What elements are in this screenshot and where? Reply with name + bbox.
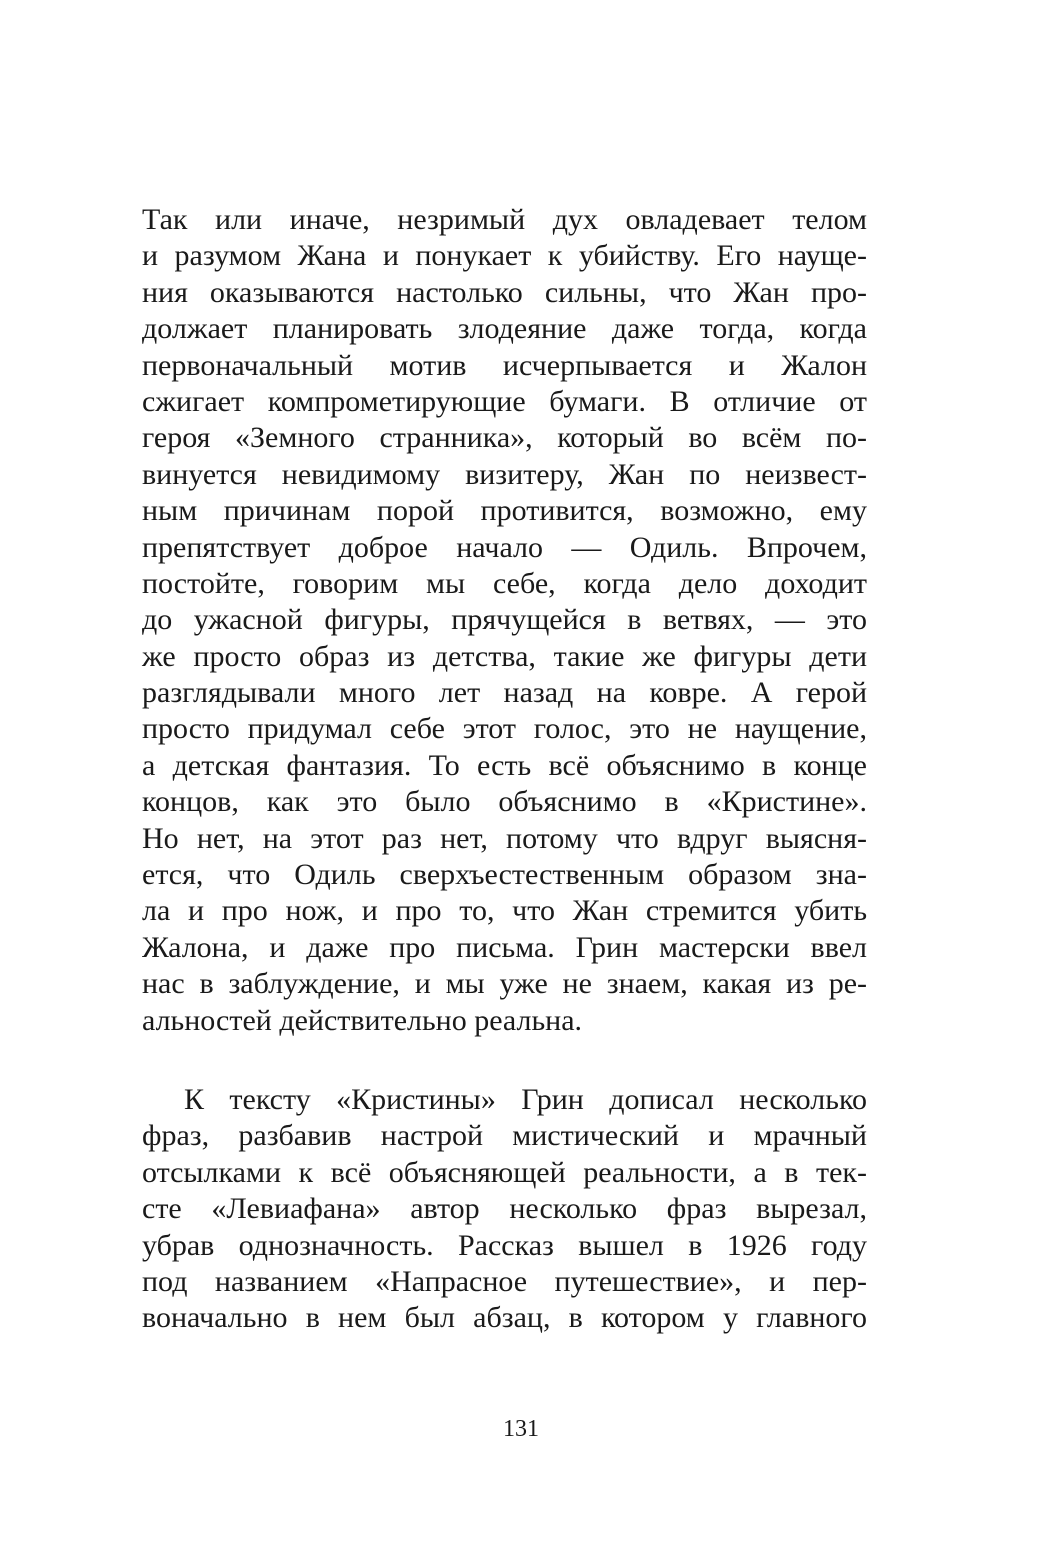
- text-line: альностей действительно реальна.: [142, 1003, 583, 1037]
- text-line: Так или иначе, незримый дух овладевает телом: [142, 203, 867, 236]
- text-line: до ужасной фигуры, прячущейся в ветвях, — это: [142, 603, 867, 637]
- text-line: и разумом Жана и понукает к убийству. Его наущe-: [142, 239, 867, 273]
- text-line: ным причинам порой противится, возможно, ему: [142, 494, 867, 528]
- text-line: сте «Левиафана» автор несколько фраз вырезал,: [142, 1192, 867, 1226]
- text-line: Жалона, и даже про письма. Грин мастерски ввел: [142, 930, 867, 964]
- text-line: препятствует доброе начало — Одиль. Впрочем,: [142, 530, 867, 564]
- paragraph-1: [142, 202, 867, 1039]
- text-line: винуется невидимому визитеру, Жан по неизвест-: [142, 457, 867, 491]
- text-line: К тексту «Кристины» Грин дописал несколько: [184, 1083, 867, 1116]
- text-line: ния оказываются настолько сильны, что Жан про-: [142, 275, 867, 309]
- text-line: а детская фантазия. То есть всё объяснимо в конце: [142, 748, 867, 782]
- text-line: разглядывали много лет назад на ковре. А герой: [142, 676, 867, 710]
- text-line: должает планировать злодеяние даже тогда, когда: [142, 312, 867, 346]
- text-line: фраз, разбавив настрой мистический и мрачный: [142, 1119, 867, 1153]
- text-line: первоначальный мотив исчерпывается и Жалон: [142, 348, 867, 382]
- text-line: сжигает компрометирующие бумаги. В отличие от: [142, 384, 867, 418]
- text-line: концов, как это было объяснимо в «Кристине».: [142, 785, 867, 819]
- text-line: нас в заблуждение, и мы уже не знаем, какая из ре-: [142, 967, 867, 1001]
- text-line: ла и про нож, и про то, что Жан стремится убить: [142, 894, 867, 928]
- page-number: 131: [503, 1416, 539, 1442]
- text-line: воначально в нем был абзац, в котором у главного: [142, 1301, 867, 1335]
- text-line: Но нет, на этот раз нет, потому что вдруг выясня-: [142, 821, 867, 855]
- text-line: ется, что Одиль сверхъестественным образом зна-: [142, 858, 867, 892]
- text-line: отсылками к всё объясняющей реальности, а в тек-: [142, 1155, 867, 1189]
- text-line: под названием «Напрасное путешествие», и пер-: [142, 1264, 867, 1298]
- text-line: же просто образ из детства, такие же фигуры дети: [142, 639, 867, 673]
- text-line: героя «Земного странника», который во всём по-: [142, 421, 867, 455]
- text-line: просто придумал себе этот голос, это не наущение,: [142, 712, 867, 746]
- text-line: постойте, говорим мы себе, когда дело доходит: [142, 566, 867, 600]
- text-line: убрав однозначность. Рассказ вышел в 1926 году: [142, 1228, 867, 1262]
- paragraph-2: [142, 1082, 867, 1337]
